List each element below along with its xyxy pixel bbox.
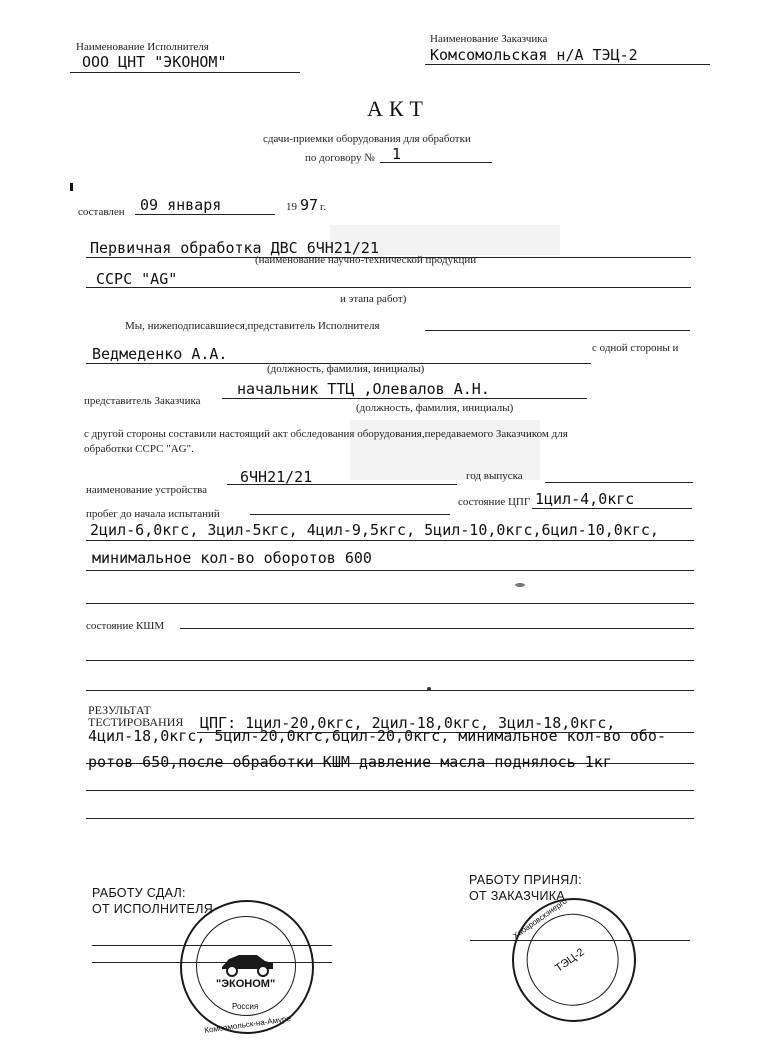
date-line bbox=[135, 214, 275, 215]
result-line-3: ротов 650,после обработки КШМ давление масла поднялось 1кг bbox=[88, 753, 612, 771]
cpg-label: состояние ЦПГ bbox=[458, 496, 531, 508]
parties-intro: Мы, нижеподписавшиеся,представитель Исполнителя bbox=[125, 320, 380, 332]
device-year-line bbox=[545, 482, 693, 483]
result-label: РЕЗУЛЬТАТ bbox=[88, 703, 151, 717]
customer-name: Комсомольская н/А ТЭЦ-2 bbox=[430, 46, 638, 64]
kshm-line bbox=[180, 628, 694, 629]
executor-stamp-city: Россия bbox=[232, 1002, 259, 1011]
customer-caption: Наименование Заказчика bbox=[430, 33, 548, 45]
cpg-line-3 bbox=[86, 570, 694, 571]
executor-stamp bbox=[180, 900, 314, 1034]
product-value: Первичная обработка ДВС 6ЧН21/21 bbox=[90, 239, 379, 257]
result-rule-3 bbox=[86, 790, 694, 791]
device-name-value: 6ЧН21/21 bbox=[240, 468, 313, 486]
executor-line bbox=[70, 72, 300, 73]
kshm-line-3 bbox=[86, 690, 694, 691]
cpg-line-4 bbox=[86, 603, 694, 604]
cpg-line bbox=[532, 508, 692, 509]
contract-line bbox=[380, 162, 492, 163]
product-line-2 bbox=[86, 287, 691, 288]
executor-stamp-center: "ЭКОНОМ" bbox=[216, 978, 276, 990]
device-year-label: год выпуска bbox=[466, 470, 523, 482]
executor-rep-caption: (должность, фамилия, инициалы) bbox=[267, 363, 425, 375]
contract-label: по договору № bbox=[305, 152, 375, 164]
date-label: составлен bbox=[78, 206, 125, 218]
ink-speck bbox=[70, 183, 73, 191]
one-side-text: с одной стороны и bbox=[592, 342, 679, 354]
product-value-2: ССРС "AG" bbox=[96, 270, 178, 288]
customer-stamp-ring: Хабаровскэнерго bbox=[511, 896, 569, 941]
mileage-line bbox=[250, 514, 450, 515]
accepted-label: РАБОТУ ПРИНЯЛ: bbox=[469, 873, 582, 887]
contract-number: 1 bbox=[392, 145, 402, 163]
cpg-value-1: 1цил-4,0кгс bbox=[535, 490, 635, 508]
device-name-label: наименование устройства bbox=[86, 484, 208, 496]
act-subtitle: сдачи-приемки оборудования для обработки bbox=[263, 133, 471, 145]
kshm-label: состояние КШМ bbox=[86, 620, 165, 632]
mileage-label: пробег до начала испытаний bbox=[86, 508, 220, 520]
executor-stamp-ring: Комсомольск-на-Амуре bbox=[203, 1013, 292, 1036]
page-title: АКТ bbox=[367, 96, 429, 121]
device-name-line bbox=[227, 484, 457, 485]
handed-over-label: РАБОТУ СДАЛ: bbox=[92, 886, 186, 900]
product-caption-2: и этапа работ) bbox=[340, 293, 407, 305]
car-icon bbox=[217, 947, 277, 977]
customer-rep-caption: (должность, фамилия, инициалы) bbox=[356, 402, 514, 414]
kshm-line-2 bbox=[86, 660, 694, 661]
executor-name: ООО ЦНТ "ЭКОНОМ" bbox=[82, 53, 227, 71]
customer-rep: начальник ТТЦ ,Олевалов А.Н. bbox=[237, 380, 490, 398]
ink-speck bbox=[515, 583, 525, 587]
other-side-text-2: обработки ССРС "AG". bbox=[84, 443, 194, 455]
result-line-2: 4цил-18,0кгс, 5цил-20,0кгс,6цил-20,0кгс, минимальное кол-во обо- bbox=[88, 727, 666, 745]
result-rule-4 bbox=[86, 818, 694, 819]
executor-rep: Ведмеденко А.А. bbox=[92, 345, 228, 363]
date-day-month: 09 января bbox=[140, 196, 222, 214]
cpg-line-2 bbox=[86, 540, 694, 541]
executor-caption: Наименование Исполнителя bbox=[76, 41, 209, 53]
ink-speck bbox=[427, 687, 431, 691]
customer-rep-line bbox=[222, 398, 587, 399]
intro-line bbox=[425, 330, 690, 331]
date-year-prefix: 19 bbox=[286, 201, 297, 213]
cpg-value-3: минимальное кол-во оборотов 600 bbox=[92, 549, 372, 567]
cpg-value-2: 2цил-6,0кгс, 3цил-5кгс, 4цил-9,5кгс, 5цил-10,0кгс,6цил-10,0кгс, bbox=[90, 521, 659, 539]
accepted-from: ОТ ЗАКАЗЧИКА bbox=[469, 889, 566, 903]
other-side-text: с другой стороны составили настоящий акт обследования оборудования,передаваемого Заказчиком для bbox=[84, 428, 568, 440]
customer-line bbox=[425, 64, 710, 65]
result-line-1: ЦПГ: 1цил-20,0кгс, 2цил-18,0кгс, 3цил-18,0кгс, bbox=[200, 714, 616, 732]
customer-rep-label: представитель Заказчика bbox=[84, 395, 201, 407]
customer-stamp-center: ТЭЦ-2 bbox=[553, 946, 587, 975]
date-year-suffix: 97 bbox=[300, 196, 319, 214]
product-caption: (наименование научно-технической продукции bbox=[255, 254, 477, 266]
result-label-2: ТЕСТИРОВАНИЯ bbox=[88, 715, 184, 729]
handed-over-from: ОТ ИСПОЛНИТЕЛЯ bbox=[92, 902, 214, 916]
date-year-end: г. bbox=[320, 201, 327, 213]
